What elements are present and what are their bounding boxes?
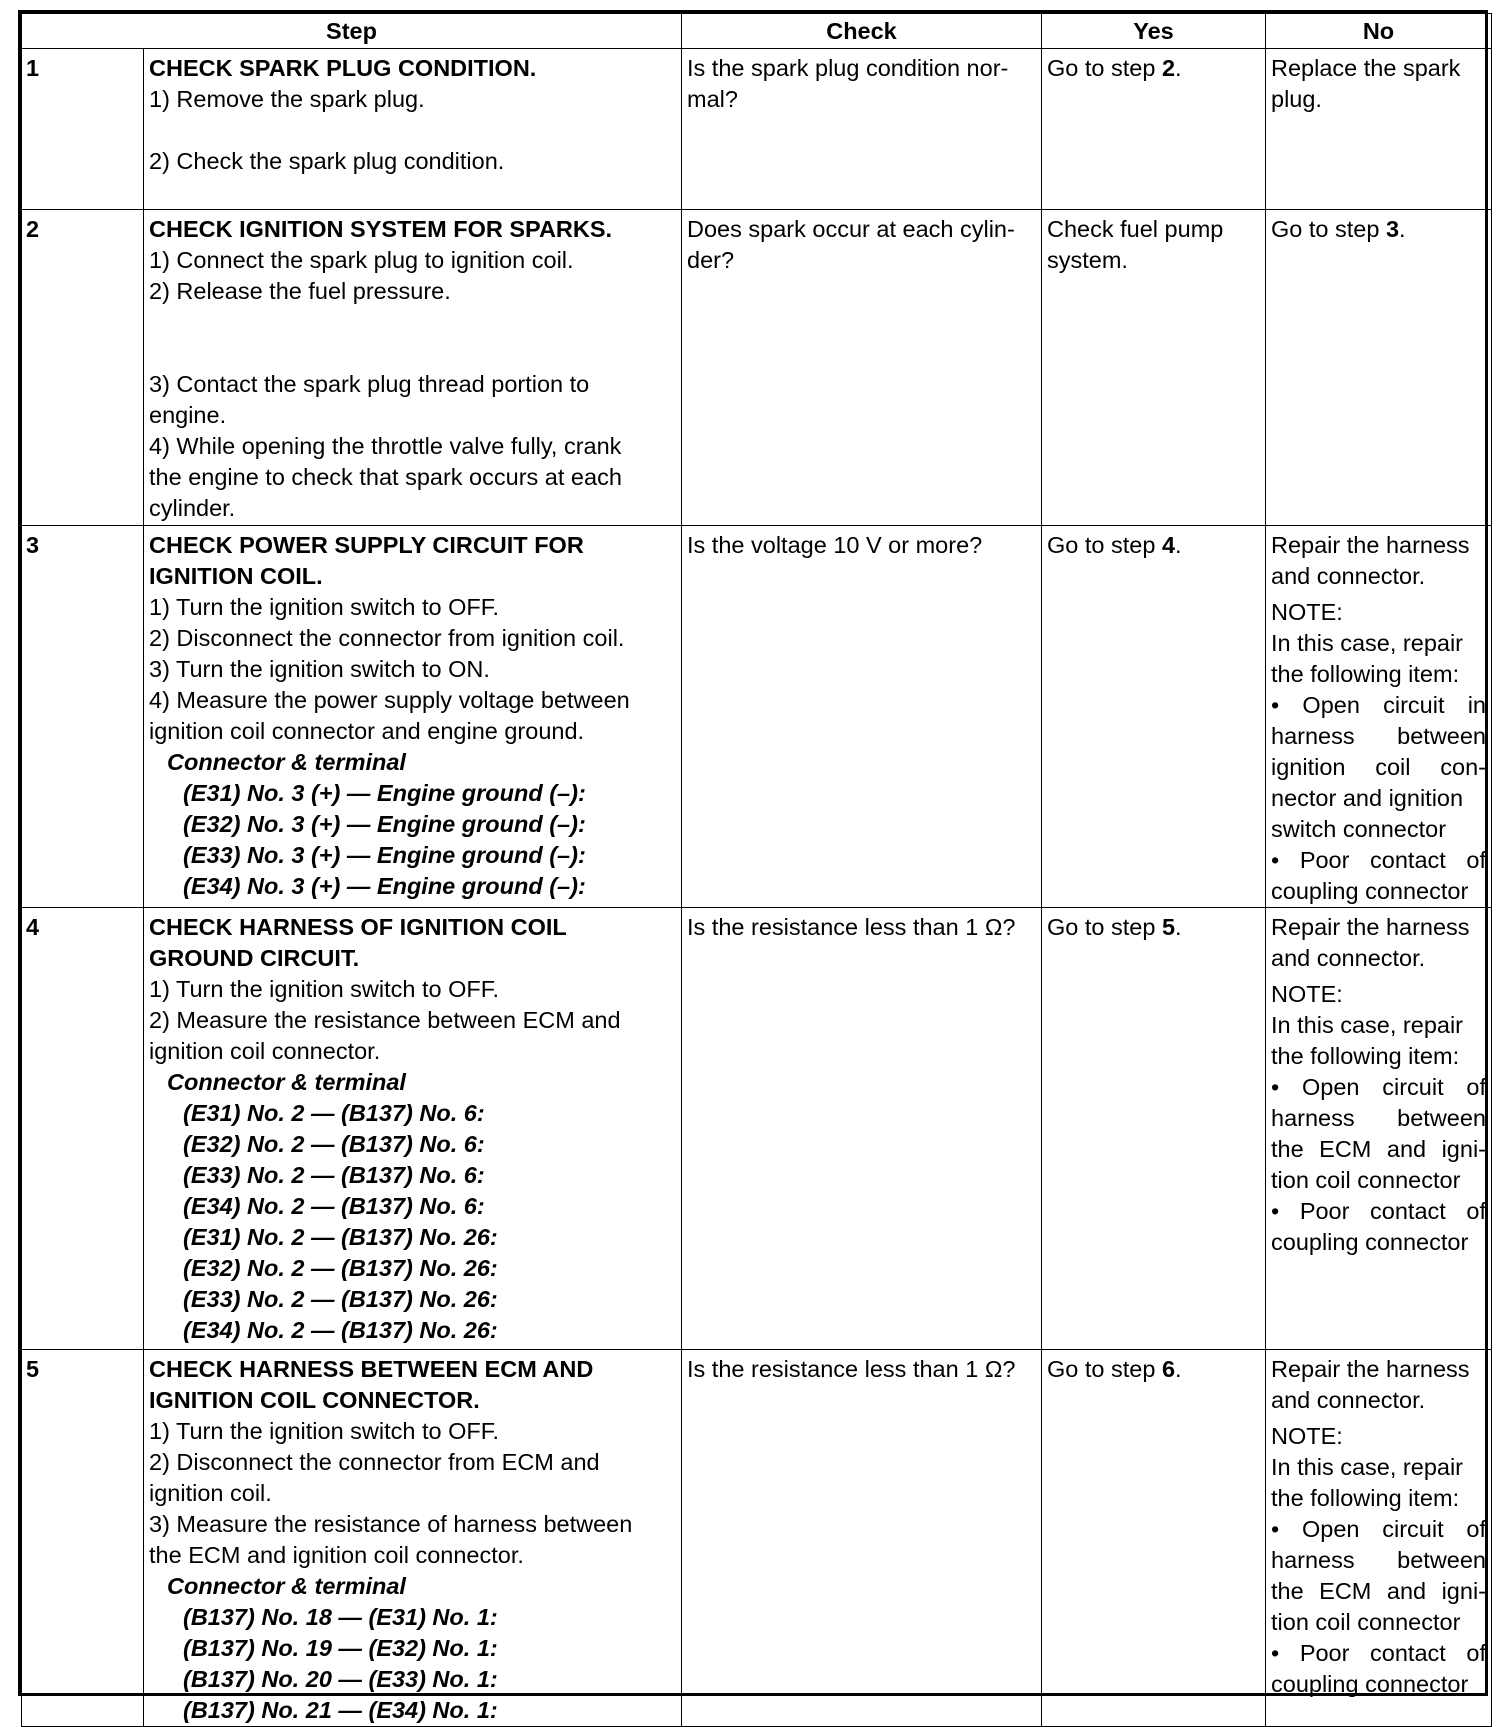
cell-text: ignition coil con- [1271, 754, 1486, 780]
no-cell [1266, 908, 1492, 1350]
cell-text: der? [687, 247, 735, 273]
cell-text: mal? [687, 86, 738, 112]
cell-text: Go to step [1271, 216, 1386, 242]
cell-text: the ECM and igni- [1271, 1136, 1486, 1162]
cell-text: 1) Turn the ignition switch to OFF. [149, 1418, 500, 1444]
cell-text: Is the resistance less than 1 Ω? [687, 914, 1016, 940]
cell-text: NOTE: [1271, 981, 1343, 1007]
diagnostic-table [18, 10, 1488, 1723]
table-row [22, 1350, 1492, 1727]
cell-text: tion coil connector [1271, 1609, 1461, 1635]
header-yes: Yes [1042, 14, 1266, 49]
cell-text: coupling connector [1271, 878, 1469, 904]
cell-text: 1) Connect the spark plug to ignition coil. [149, 247, 574, 273]
cell-text: 2) Disconnect the connector from ignition coil. [149, 625, 625, 651]
table-row [22, 49, 1492, 210]
cell-text: • Poor contact of [1271, 1640, 1486, 1666]
cell-text: 1) Turn the ignition switch to OFF. [149, 594, 500, 620]
yes-cell [1042, 210, 1266, 526]
cell-text: GROUND CIRCUIT. [149, 945, 360, 971]
header-no: No [1266, 14, 1492, 49]
cell-text: Is the spark plug condition nor- [687, 55, 1009, 81]
step-content [144, 210, 682, 526]
cell-text: cylinder. [149, 495, 236, 521]
step-content [144, 1350, 682, 1727]
cell-text: NOTE: [1271, 599, 1343, 625]
cell-text: and connector. [1271, 1387, 1426, 1413]
cell-text: Repair the harness [1271, 914, 1470, 940]
cell-text: Repair the harness [1271, 532, 1470, 558]
cell-text: Does spark occur at each cylin- [687, 216, 1015, 242]
cell-text: system. [1047, 247, 1128, 273]
cell-text: • Poor contact of [1271, 847, 1486, 873]
connector-terminal: (E33) No. 2 — (B137) No. 6: [183, 1162, 485, 1188]
table-row [22, 526, 1492, 908]
no-cell [1266, 210, 1492, 526]
cell-text: Go to step [1047, 55, 1162, 81]
connector-header: Connector & terminal [167, 1573, 406, 1599]
header-row [22, 14, 1492, 49]
table-row [22, 908, 1492, 1350]
cell-text: 1) Turn the ignition switch to OFF. [149, 976, 500, 1002]
cell-text: Go to step [1047, 914, 1162, 940]
check-cell [682, 1350, 1042, 1727]
cell-text: In this case, repair [1271, 1454, 1464, 1480]
cell-text: Replace the spark [1271, 55, 1461, 81]
cell-text: . [1175, 55, 1182, 81]
step-content [144, 526, 682, 908]
cell-text: CHECK HARNESS OF IGNITION COIL [149, 914, 567, 940]
connector-terminal: (E34) No. 3 (+) — Engine ground (–): [183, 873, 586, 899]
check-cell [682, 908, 1042, 1350]
cell-text: the engine to check that spark occurs at each [149, 464, 622, 490]
cell-text: coupling connector [1271, 1671, 1469, 1697]
cell-text: harness between [1271, 1105, 1486, 1131]
cell-text: CHECK POWER SUPPLY CIRCUIT FOR [149, 532, 584, 558]
cell-text: IGNITION COIL CONNECTOR. [149, 1387, 480, 1413]
connector-terminal: (E34) No. 2 — (B137) No. 26: [183, 1317, 498, 1343]
connector-terminal: (E32) No. 2 — (B137) No. 26: [183, 1255, 498, 1281]
connector-terminal: (E31) No. 2 — (B137) No. 6: [183, 1100, 485, 1126]
cell-text: 4) While opening the throttle valve fully, crank [149, 433, 622, 459]
cell-text: the ECM and igni- [1271, 1578, 1486, 1604]
cell-text: tion coil connector [1271, 1167, 1461, 1193]
cell-text: . [1175, 1356, 1182, 1382]
connector-terminal: (E32) No. 3 (+) — Engine ground (–): [183, 811, 586, 837]
cell-text: . [1175, 914, 1182, 940]
cell-text: harness between [1271, 723, 1486, 749]
cell-text: In this case, repair [1271, 630, 1464, 656]
cell-text: Is the resistance less than 1 Ω? [687, 1356, 1016, 1382]
step-title: CHECK SPARK PLUG CONDITION. [149, 55, 537, 81]
cell-text: Go to step [1047, 532, 1162, 558]
step-title: CHECK IGNITION SYSTEM FOR SPARKS. [149, 216, 613, 242]
connector-terminal: (E31) No. 2 — (B137) No. 26: [183, 1224, 498, 1250]
connector-terminal: (B137) No. 21 — (E34) No. 1: [183, 1697, 498, 1723]
step-reference: 3 [1385, 216, 1400, 242]
cell-text: In this case, repair [1271, 1012, 1464, 1038]
cell-text: 3) Contact the spark plug thread portion to [149, 371, 590, 397]
yes-cell [1042, 908, 1266, 1350]
cell-text: 2) Release the fuel pressure. [149, 278, 451, 304]
cell-text: • Open circuit of [1271, 1074, 1486, 1100]
yes-cell [1042, 1350, 1266, 1727]
step-content [144, 49, 682, 210]
connector-header: Connector & terminal [167, 1069, 406, 1095]
cell-text: • Open circuit of [1271, 1516, 1486, 1542]
cell-text: Check fuel pump [1047, 216, 1224, 242]
step-reference: 2 [1161, 55, 1176, 81]
procedure-table [21, 13, 1492, 1727]
cell-text: • Open circuit in [1271, 692, 1486, 718]
cell-text: ignition coil. [149, 1480, 272, 1506]
connector-terminal: (E31) No. 3 (+) — Engine ground (–): [183, 780, 586, 806]
cell-text: the following item: [1271, 661, 1460, 687]
table-row [22, 210, 1492, 526]
step-reference: 5 [1161, 914, 1176, 940]
header-check: Check [682, 14, 1042, 49]
cell-text: Is the voltage 10 V or more? [687, 532, 983, 558]
connector-terminal: (E33) No. 3 (+) — Engine ground (–): [183, 842, 586, 868]
step-item: 2) Check the spark plug condition. [149, 148, 505, 174]
cell-text: the following item: [1271, 1043, 1460, 1069]
step-number: 5 [22, 1350, 144, 1727]
cell-text: coupling connector [1271, 1229, 1469, 1255]
cell-text: CHECK HARNESS BETWEEN ECM AND [149, 1356, 594, 1382]
step-number: 1 [22, 49, 144, 210]
connector-terminal: (E32) No. 2 — (B137) No. 6: [183, 1131, 485, 1157]
cell-text: ignition coil connector and engine ground. [149, 718, 585, 744]
yes-cell [1042, 49, 1266, 210]
cell-text: harness between [1271, 1547, 1486, 1573]
header-step: Step [22, 14, 682, 49]
cell-text: the ECM and ignition coil connector. [149, 1542, 524, 1568]
step-number: 2 [22, 210, 144, 526]
cell-text: Repair the harness [1271, 1356, 1470, 1382]
cell-text: switch connector [1271, 816, 1447, 842]
cell-text: 3) Turn the ignition switch to ON. [149, 656, 490, 682]
step-number: 3 [22, 526, 144, 908]
check-cell [682, 49, 1042, 210]
connector-header: Connector & terminal [167, 749, 406, 775]
connector-terminal: (E33) No. 2 — (B137) No. 26: [183, 1286, 498, 1312]
cell-text: and connector. [1271, 563, 1426, 589]
step-reference: 6 [1161, 1356, 1176, 1382]
connector-terminal: (B137) No. 18 — (E31) No. 1: [183, 1604, 498, 1630]
cell-text: • Poor contact of [1271, 1198, 1486, 1224]
cell-text: Go to step [1047, 1356, 1162, 1382]
step-item: 1) Remove the spark plug. [149, 86, 425, 112]
check-cell [682, 210, 1042, 526]
connector-terminal: (B137) No. 20 — (E33) No. 1: [183, 1666, 498, 1692]
cell-text: 2) Disconnect the connector from ECM and [149, 1449, 600, 1475]
cell-text: 3) Measure the resistance of harness between [149, 1511, 633, 1537]
check-cell [682, 526, 1042, 908]
no-cell [1266, 49, 1492, 210]
no-cell [1266, 526, 1492, 908]
step-number: 4 [22, 908, 144, 1350]
step-content [144, 908, 682, 1350]
cell-text: 4) Measure the power supply voltage between [149, 687, 630, 713]
cell-text: ignition coil connector. [149, 1038, 381, 1064]
cell-text: engine. [149, 402, 227, 428]
yes-cell [1042, 526, 1266, 908]
cell-text: plug. [1271, 86, 1322, 112]
no-cell [1266, 1350, 1492, 1727]
cell-text: 2) Measure the resistance between ECM and [149, 1007, 621, 1033]
cell-text: . [1175, 532, 1182, 558]
cell-text: . [1399, 216, 1406, 242]
cell-text: nector and ignition [1271, 785, 1464, 811]
connector-terminal: (E34) No. 2 — (B137) No. 6: [183, 1193, 485, 1219]
cell-text: NOTE: [1271, 1423, 1343, 1449]
cell-text: the following item: [1271, 1485, 1460, 1511]
connector-terminal: (B137) No. 19 — (E32) No. 1: [183, 1635, 498, 1661]
cell-text: and connector. [1271, 945, 1426, 971]
cell-text: IGNITION COIL. [149, 563, 323, 589]
step-reference: 4 [1161, 532, 1176, 558]
